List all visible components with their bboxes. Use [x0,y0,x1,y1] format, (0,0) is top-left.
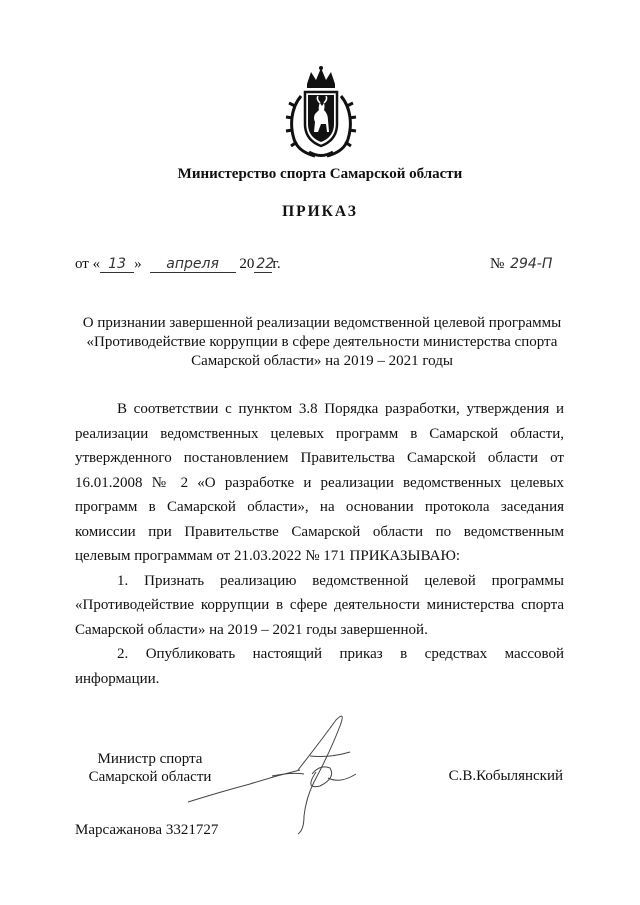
preamble-paragraph: В соответствии с пунктом 3.8 Порядка разработки, утверждения и реализации ведомственных целевых программ в Самарской области, утвержденного постановлением Правительства Самарской области от 16.01.2008 № 2 «О разработке и реализации ведомственных целевых программ в Самарской области», на основании протокола заседания комиссии при Правительстве Самарской области по ведомственным целевым программам от 21.03.2022 № 171 ПРИКАЗЫВАЮ: [75,401,564,564]
date-year-handwritten: 22 [256,256,275,272]
date-year-prefix: 20 [239,256,255,272]
date-month-handwritten: апреля [150,256,236,273]
order-item-1: 1. Признать реализацию ведомственной целевой программы «Противодействие коррупции в сфере деятельности министерства спорта Самарской области» на 2019 – 2021 годы завершенной. [75,572,564,638]
ministry-name: Министерство спорта Самарской области [177,166,463,182]
date-day-suffix: » [134,256,142,272]
date-day-handwritten: 13 [100,256,134,273]
number-handwritten: 294-П [510,256,553,272]
signer-name: С.В.Кобылянский [448,768,563,784]
order-date [75,256,281,273]
order-title: ПРИКАЗ [282,203,358,220]
coat-of-arms-icon [285,66,357,160]
order-body [75,397,564,691]
handwritten-signature-icon [180,712,370,837]
order-item-2: 2. Опубликовать настоящий приказ в средствах массовой информации. [75,646,564,687]
executor-contact: Марсажанова 3321727 [75,822,219,838]
date-prefix: от « [75,256,101,272]
number-prefix: № [490,256,505,272]
signer-position: Министр спорта Самарской области [88,751,212,785]
order-number [490,256,580,273]
order-subject: О признании завершенной реализации ведомственной целевой программы «Противодействие коррупции в сфере деятельности министерства спорта Самарской области» на 2019 – 2021 годы [82,315,562,369]
date-year-suffix: г. [272,256,281,272]
